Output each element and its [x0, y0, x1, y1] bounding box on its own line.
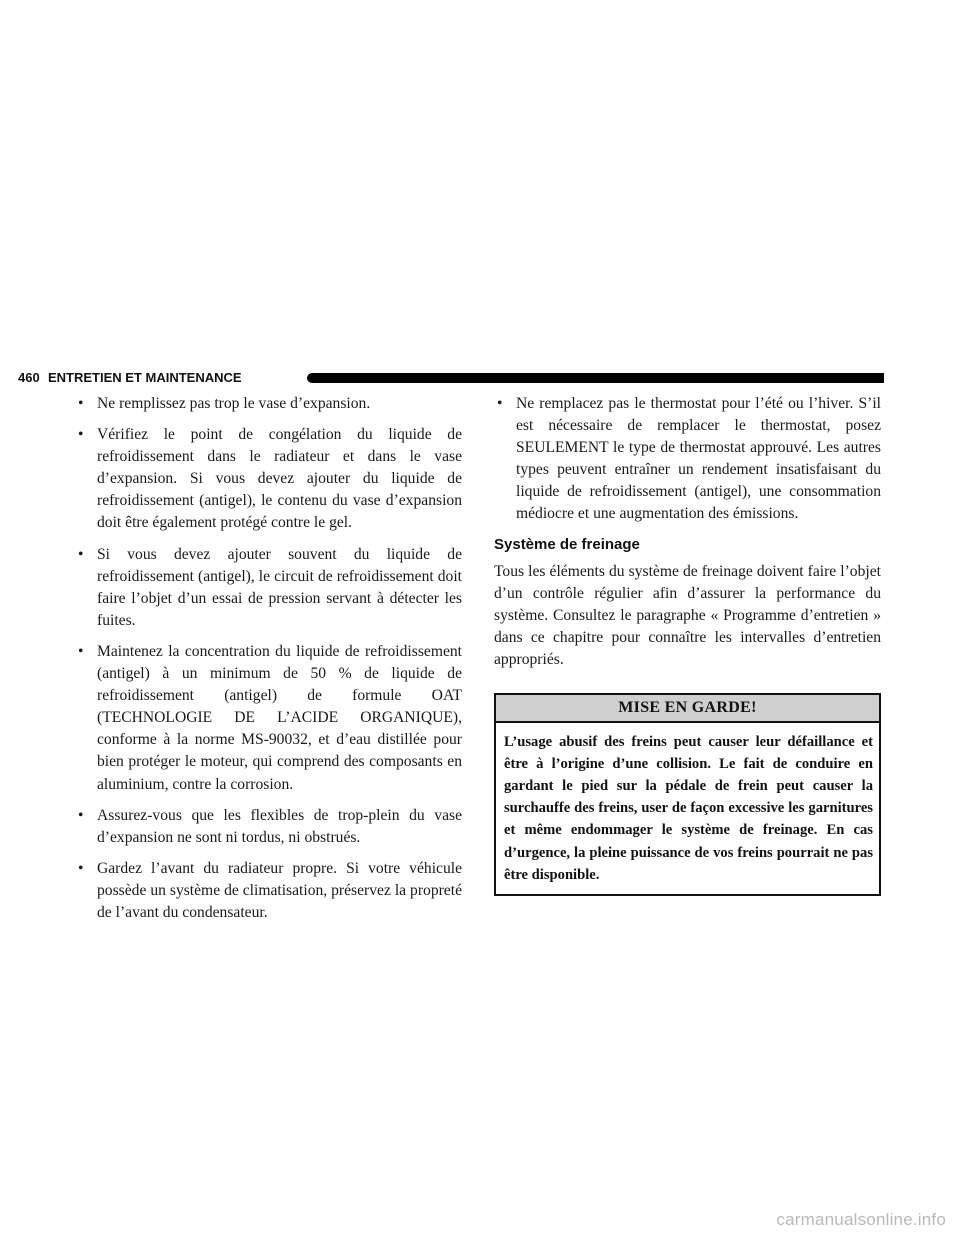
- bullet-icon: •: [78, 806, 84, 824]
- list-item: [75, 393, 462, 415]
- bullet-icon: •: [78, 395, 84, 412]
- list-item-text: Assurez-vous que les flexibles de trop-plein du vase d’expansion ne sont ni tordus, ni obstrués.: [97, 806, 462, 846]
- warning-title: MISE EN GARDE!: [496, 695, 879, 723]
- page-number: 460: [18, 370, 40, 385]
- bullet-icon: •: [78, 859, 84, 877]
- list-item-text: Si vous devez ajouter souvent du liquide de refroidissement (antigel), le circuit de refroidissement doit faire l’objet d’un essai de pression servant à détecter les fuites.: [97, 545, 462, 629]
- bullet-icon: •: [78, 426, 84, 444]
- header-rule: [307, 373, 884, 383]
- list-item: [494, 393, 881, 526]
- right-bullet-list: [494, 393, 881, 526]
- list-item: [75, 544, 462, 632]
- list-item: [75, 424, 462, 534]
- list-item: [75, 858, 462, 924]
- list-item-text: Gardez l’avant du radiateur propre. Si votre véhicule possède un système de climatisation, préservez la propreté de l’avant du condensateur.: [97, 859, 462, 921]
- list-item-text: Ne remplacez pas le thermostat pour l’été ou l’hiver. S’il est nécessaire de remplacer le thermostat, posez SEULEMENT le type de thermostat approuvé. Les autres types peuvent entraîner un rendement insatisfaisant du liquide de refroidissement (antigel), une consommation médiocre et une augmentation des émissions.: [516, 395, 881, 523]
- right-column: [494, 393, 881, 896]
- watermark: carmanualsonline.info: [776, 1210, 946, 1229]
- list-item-text: Maintenez la concentration du liquide de refroidissement (antigel) à un minimum de 50 % de liquide de refroidissement (antigel) de formule OAT (TECHNOLOGIE DE L’ACIDE ORGANIQUE), conforme à la norme MS-90032, et d’eau distillée pour bien protéger le moteur, qui comprend des composants en aluminium, contre la corrosion.: [97, 642, 462, 793]
- bullet-icon: •: [497, 395, 503, 412]
- left-column: [75, 393, 462, 933]
- section-title: ENTRETIEN ET MAINTENANCE: [48, 370, 242, 385]
- body-paragraph: Tous les éléments du système de freinage doivent faire l’objet d’un contrôle régulier afin d’assurer la performance du système. Consultez le paragraphe « Programme d’entretien » dans ce chapitre pour connaître les intervalles d’entretien appropriés.: [494, 562, 881, 668]
- left-bullet-list: [75, 393, 462, 924]
- page-header: [18, 370, 884, 386]
- section-heading: Système de freinage: [494, 535, 640, 553]
- bullet-icon: •: [78, 642, 84, 660]
- bullet-icon: •: [78, 545, 84, 563]
- warning-text: L’usage abusif des freins peut causer leur défaillance et être à l’origine d’une collision. Le fait de conduire en gardant le pied sur la pédale de frein peut causer la surchauffe des freins, user de façon excessive les garnitures et même endommager le système de freinage. En cas d’urgence, la pleine puissance de vos freins pourrait ne pas être disponible.: [504, 734, 873, 883]
- list-item-text: Vérifiez le point de congélation du liquide de refroidissement dans le radiateur et dans le vase d’expansion. Si vous devez ajouter du liquide de refroidissement (antigel), le contenu du vase d’expansion doit être également protégé contre le gel.: [97, 426, 462, 532]
- warning-box: [494, 693, 881, 896]
- list-item: [75, 641, 462, 796]
- list-item-text: Ne remplissez pas trop le vase d’expansion.: [97, 395, 371, 412]
- list-item: [75, 805, 462, 849]
